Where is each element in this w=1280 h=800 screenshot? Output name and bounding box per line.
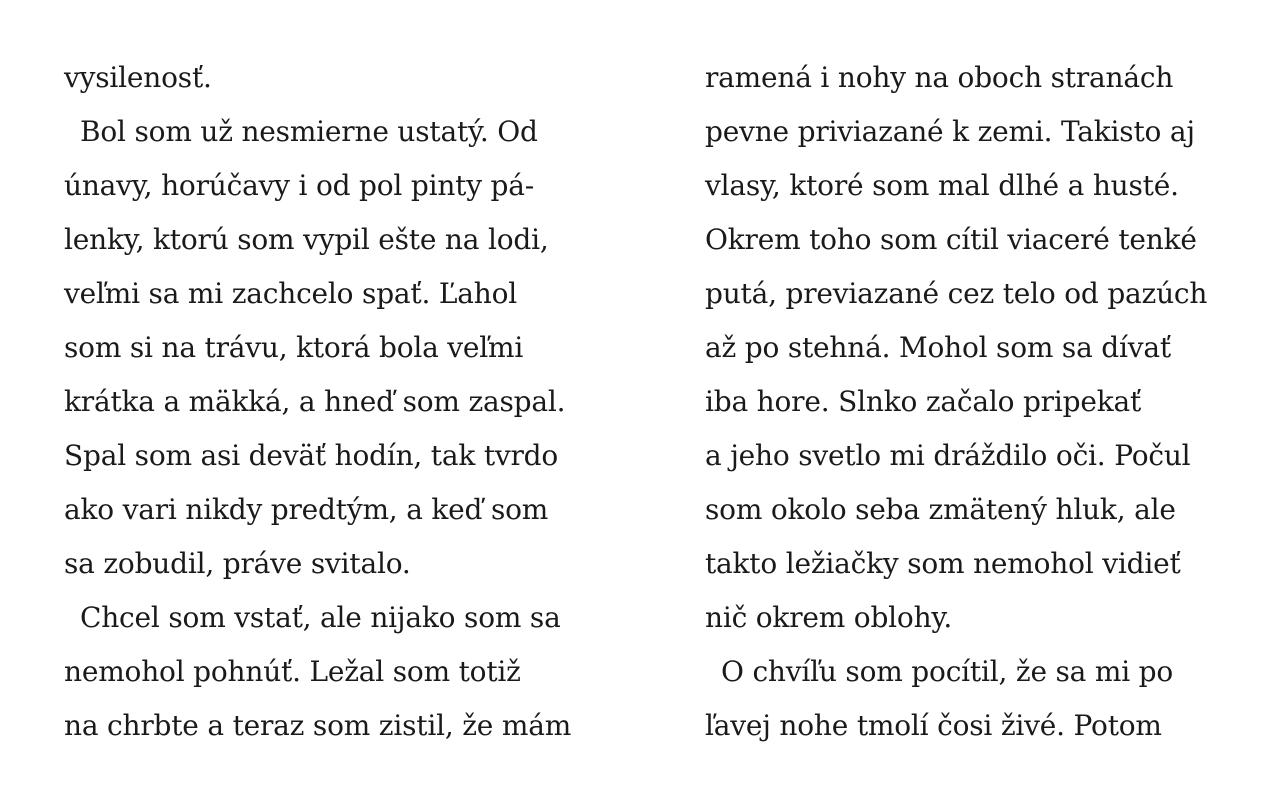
text-line: iba hore. Slnko začalo pripekať [705, 385, 1142, 418]
text-line: veľmi sa mi zachcelo spať. Ľahol [64, 277, 518, 310]
text-line: takto ležiačky som nemohol vidieť [705, 547, 1181, 580]
text-line: som okolo seba zmätený hluk, ale [705, 493, 1176, 526]
text-line: a jeho svetlo mi dráždilo oči. Počul [705, 439, 1191, 472]
text-line: pevne priviazané k zemi. Takisto aj [705, 115, 1195, 148]
text-line: krátka a mäkká, a hneď som zaspal. [64, 385, 566, 418]
text-line: Spal som asi deväť hodín, tak tvrdo [64, 439, 559, 472]
text-line: na chrbte a teraz som zistil, že mám [64, 709, 572, 742]
text-line: sa zobudil, práve svitalo. [64, 547, 411, 580]
text-line: až po stehná. Mohol som sa dívať [705, 331, 1171, 364]
text-line: putá, previazané cez telo od pazúch [705, 277, 1208, 310]
right-text-column [705, 51, 1245, 753]
text-line: Okrem toho som cítil viaceré tenké [705, 223, 1197, 256]
paragraph-first-line: Chcel som vstať, ale nijako som sa [80, 601, 561, 634]
paragraph-first-line: O chvíľu som pocítil, že sa mi po [721, 655, 1174, 688]
text-line: ramená i nohy na oboch stranách [705, 61, 1174, 94]
text-line: nemohol pohnúť. Ležal som totiž [64, 655, 521, 688]
paragraph-first-line: Bol som už nesmierne ustatý. Od [80, 115, 538, 148]
text-line: nič okrem oblohy. [705, 601, 953, 634]
text-line: vysilenosť. [64, 61, 212, 94]
text-line: ako vari nikdy predtým, a keď som [64, 493, 549, 526]
left-text-column [64, 51, 604, 753]
text-line: vlasy, ktoré som mal dlhé a husté. [705, 169, 1179, 202]
text-line: lenky, ktorú som vypil ešte na lodi, [64, 223, 549, 256]
text-line: som si na trávu, ktorá bola veľmi [64, 331, 524, 364]
text-line: únavy, horúčavy i od pol pinty pá- [64, 169, 535, 202]
text-line: ľavej nohe tmolí čosi živé. Potom [705, 709, 1162, 742]
